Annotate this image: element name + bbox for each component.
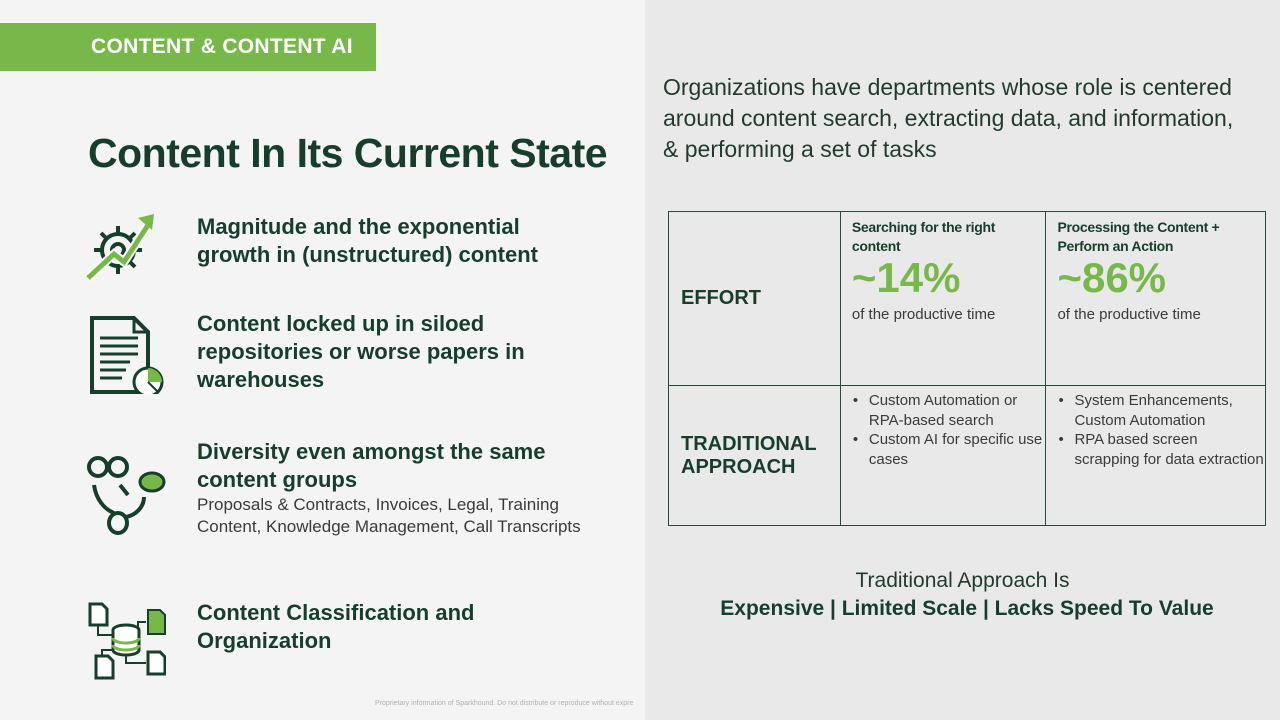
section-banner: CONTENT & CONTENT AI [0,23,376,71]
effort-table [668,211,1266,526]
col2-bullet: • RPA based screen scrapping for data extraction [1056,430,1265,469]
closing-statement: Traditional Approach Is [855,569,1070,592]
page-title: Content In Its Current State [88,130,608,176]
diverse-shapes-icon [86,455,166,535]
col1-percent: ~14% [851,254,961,301]
footer-note: Proprietary information of Sparkhound. Do not distribute or reproduce without expre [375,700,634,707]
search-effort-cell [840,212,1046,386]
search-approach-cell [840,386,1046,526]
item-classification-text: Content Classification and Organization [197,600,475,653]
intro-text: Organizations have departments whose role is centered around content search, extracting data, and information, & performing a set of tasks [663,74,1234,162]
approach-label-line2: APPROACH [681,455,796,478]
col2-percent: ~86% [1057,254,1167,301]
gear-growth-icon [80,208,160,288]
document-pie-icon [88,314,168,394]
col1-heading: Searching for the right content [851,219,996,254]
col2-heading: Processing the Content + Perform an Action [1057,219,1220,254]
classification-icon [86,602,166,682]
item-siloed-text: Content locked up in siloed repositories or worse papers in warehouses [197,311,525,392]
closing-tagline: Expensive | Limited Scale | Lacks Speed To Value [720,597,1214,620]
col1-percent-caption: of the productive time [851,306,996,323]
item-diversity-subtext: Proposals & Contracts, Invoices, Legal, Training Content, Knowledge Management, Call Transcripts [197,495,581,536]
item-diversity-text: Diversity even amongst the same content groups [197,439,546,492]
col1-bullet: • Custom Automation or RPA-based search [851,391,1046,430]
effort-label: EFFORT [669,212,841,386]
approach-label-line1: TRADITIONAL [681,432,817,455]
col1-bullet: • Custom AI for specific use cases [851,430,1046,469]
col2-bullet: • System Enhancements, Custom Automation [1056,391,1265,430]
approach-label [669,386,841,526]
processing-effort-cell [1046,212,1266,386]
col2-percent-caption: of the productive time [1057,306,1201,323]
processing-approach-cell [1046,386,1266,526]
item-magnitude-text: Magnitude and the exponential growth in (unstructured) content [197,214,538,267]
